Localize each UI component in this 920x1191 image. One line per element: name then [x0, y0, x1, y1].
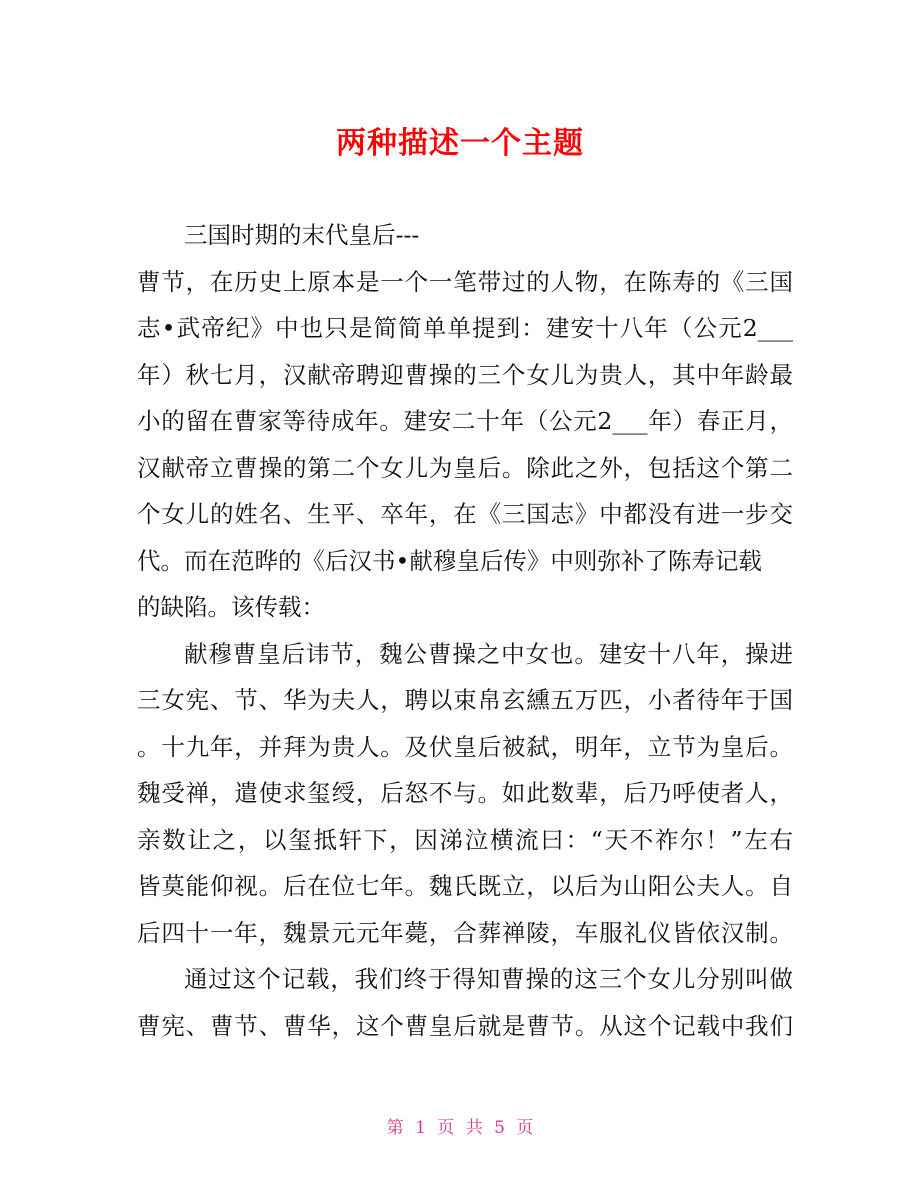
- text-line: 三国时期的末代皇后---: [184, 221, 420, 249]
- text-line: 志•武帝纪》中也只是简简单单提到：建安十八年（公元2___: [137, 314, 793, 342]
- text-line: 亲数让之，以玺抵轩下，因涕泣横流曰：“天不祚尔！”左右: [137, 825, 793, 854]
- text-line: 代。而在范晔的《后汉书•献穆皇后传》中则弥补了陈寿记载: [137, 546, 762, 575]
- text-line: 汉献帝立曹操的第二个女儿为皇后。除此之外，包括这个第二: [137, 453, 793, 482]
- document-title: 两种描述一个主题: [336, 126, 584, 161]
- text-line: 后四十一年，魏景元元年薨，合葬禅陵，车服礼仪皆依汉制。: [137, 918, 793, 947]
- text-line: 。十九年，并拜为贵人。及伏皇后被弑，明年，立节为皇后。: [137, 732, 793, 761]
- text-line: 个女儿的姓名、生平、卒年，在《三国志》中都没有进一步交: [137, 500, 793, 528]
- page-number: 第 1 页 共 5 页: [386, 1118, 534, 1138]
- text-line: 曹节，在历史上原本是一个一笔带过的人物，在陈寿的《三国: [137, 267, 793, 296]
- text-line: 年）秋七月，汉献帝聘迎曹操的三个女儿为贵人，其中年龄最: [137, 360, 793, 389]
- text-line: 魏受禅，遣使求玺绶，后怒不与。如此数辈，后乃呼使者人，: [137, 779, 793, 807]
- document-body: [137, 212, 793, 1049]
- text-line: 三女宪、节、华为夫人，聘以束帛玄纁五万匹，小者待年于国: [137, 686, 793, 714]
- text-line: 通过这个记载，我们终于得知曹操的这三个女儿分别叫做: [184, 965, 793, 993]
- text-line: 献穆曹皇后讳节，魏公曹操之中女也。建安十八年，操进: [184, 639, 793, 668]
- text-line: 小的留在曹家等待成年。建安二十年（公元2___年）春正月，: [137, 407, 793, 435]
- text-line: 的缺陷。该传载：: [137, 593, 325, 621]
- text-line: 曹宪、曹节、曹华，这个曹皇后就是曹节。从这个记载中我们: [137, 1011, 793, 1040]
- text-line: 皆莫能仰视。后在位七年。魏氏既立，以后为山阳公夫人。自: [137, 872, 793, 900]
